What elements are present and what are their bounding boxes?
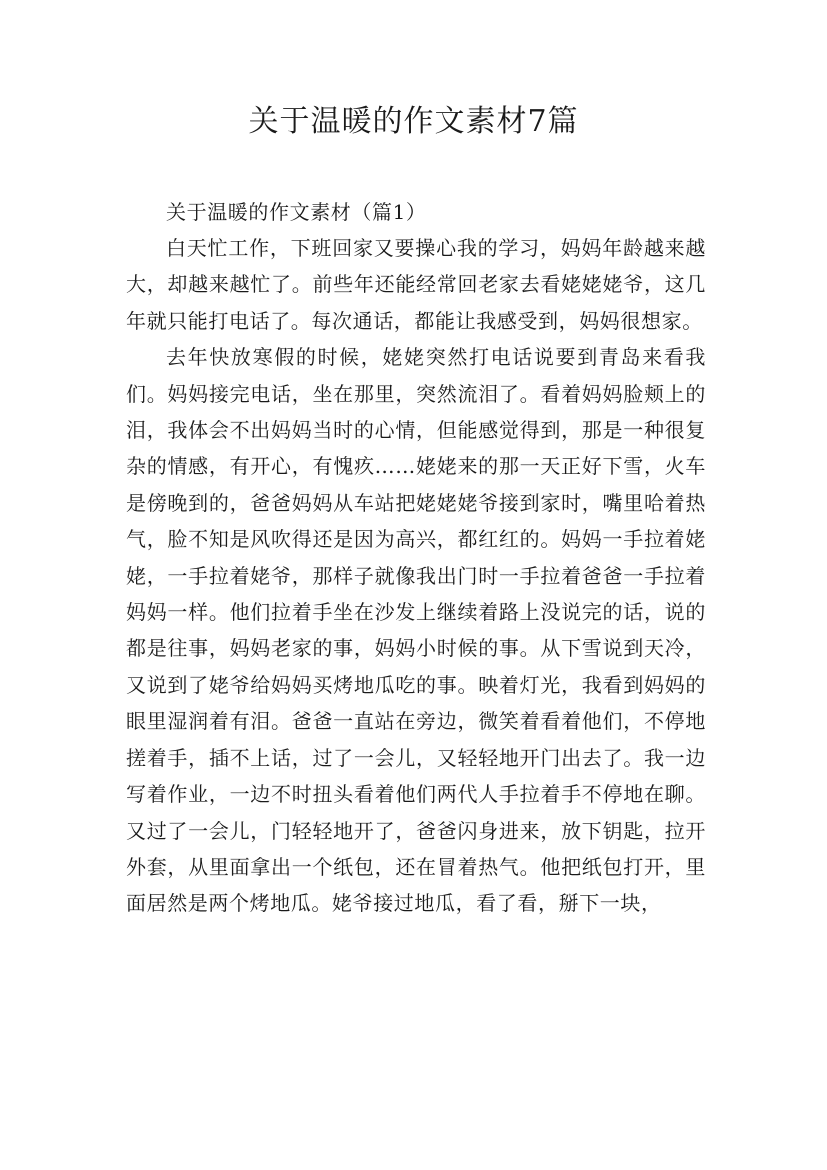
- document-title: 关于温暖的作文素材7篇: [248, 104, 579, 139]
- paragraph-1: 白天忙工作，下班回家又要操心我的学习，妈妈年龄越来越大，却越来越忙了。前些年还能经常回老家去看姥姥姥爷，这几年就只能打电话了。每次通话，都能让我感受到，妈妈很想家。: [126, 236, 706, 333]
- section-heading: 关于温暖的作文素材（篇1）: [166, 200, 427, 224]
- paragraph-2: 去年快放寒假的时候，姥姥突然打电话说要到青岛来看我们。妈妈接完电话，坐在那里，突然流泪了。看着妈妈脸颊上的泪，我体会不出妈妈当时的心情，但能感觉得到，那是一种很复杂的情感，有开心，有愧疚……姥姥来的那一天正好下雪，火车是傍晚到的，爸爸妈妈从车站把姥姥姥爷接到家时，嘴里哈着热气，脸不知是风吹得还是因为高兴，都红红的。妈妈一手拉着姥姥，一手拉着姥爷，那样子就像我出门时一手拉着爸爸一手拉着妈妈一样。他们拉着手坐在沙发上继续着路上没说完的话，说的都是往事，妈妈老家的事，妈妈小时候的事。从下雪说到天冷，又说到了姥爷给妈妈买烤地瓜吃的事。映着灯光，我看到妈妈的眼里湿润着有泪。爸爸一直站在旁边，微笑着看着他们，不停地搓着手，插不上话，过了一会儿，又轻轻地开门出去了。我一边写着作业，一边不时扭头看着他们两代人手拉着手不停地在聊。又过了一会儿，门轻轻地开了，爸爸闪身进来，放下钥匙，拉开外套，从里面拿出一个纸包，还在冒着热气。他把纸包打开，里面居然是两个烤地瓜。姥爷接过地瓜，看了看，掰下一块，: [126, 345, 706, 916]
- document-body: [126, 194, 706, 922]
